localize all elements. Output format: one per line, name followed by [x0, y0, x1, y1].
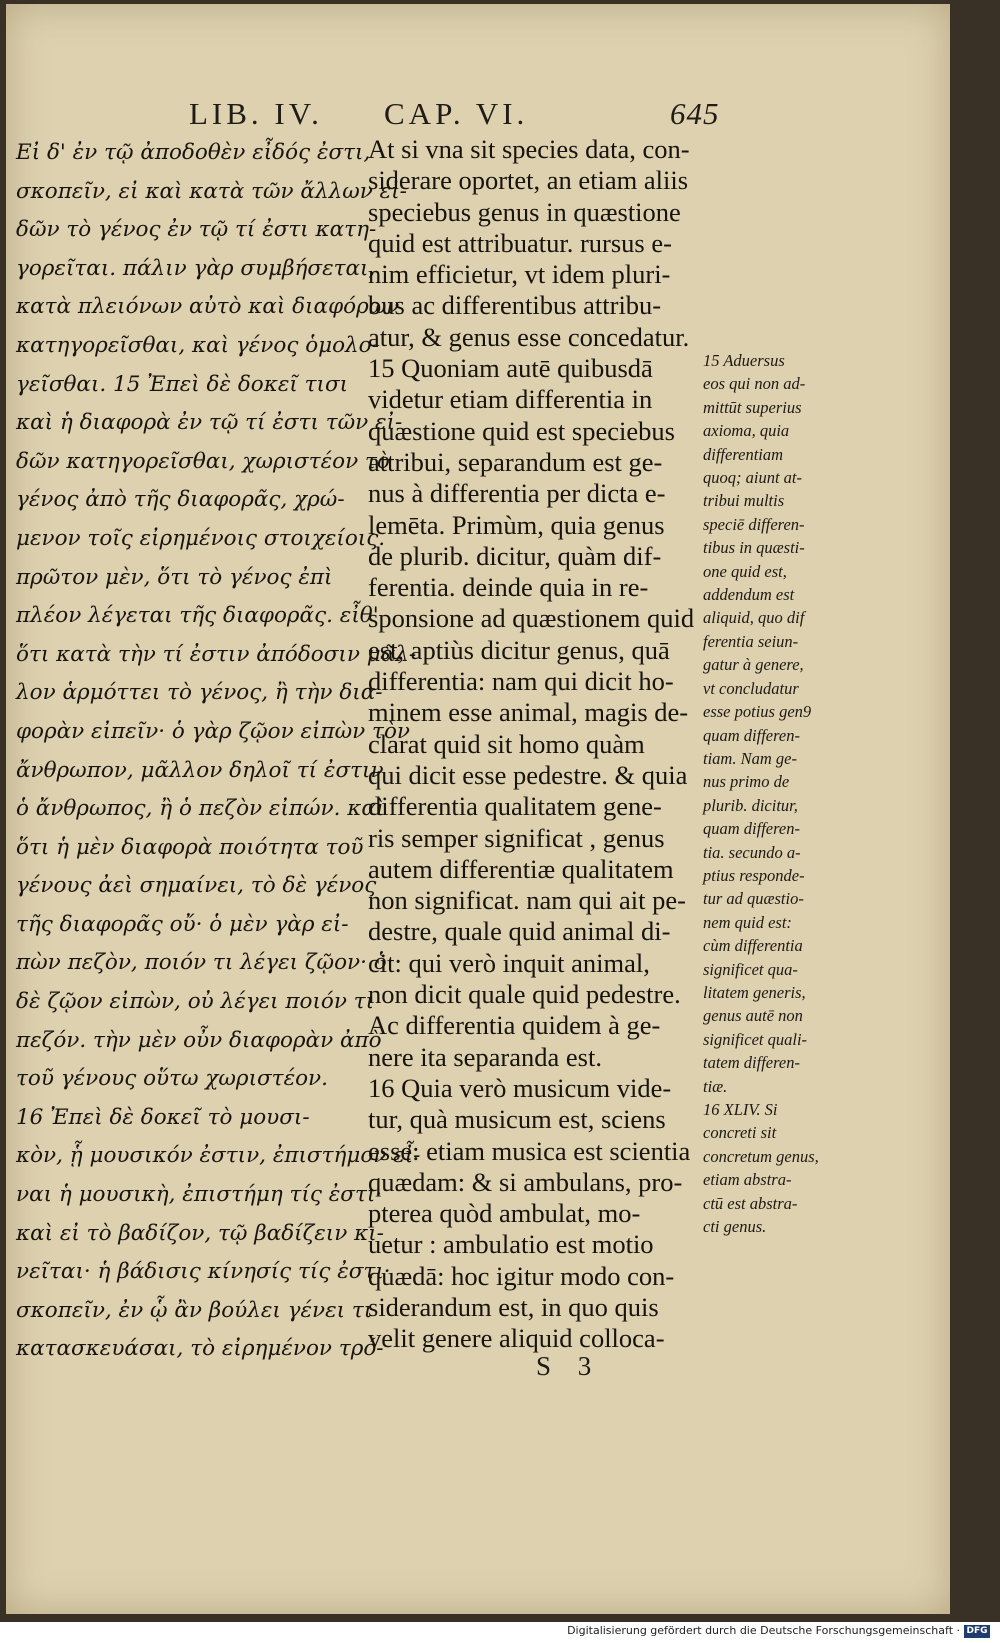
margin-note-line: significet quali- [703, 1029, 808, 1049]
funding-credit: Digitalisierung gefördert durch die Deutsche Forschungsgemeinschaft · [567, 1624, 960, 1637]
latin-text-line: cit: qui verò inquit animal, [368, 947, 650, 978]
latin-text-line: ris semper significat , genus [368, 822, 665, 853]
margin-note-line: differentiam [703, 444, 784, 464]
latin-text-line: destre, quale quid animal di- [368, 916, 671, 947]
greek-text-line: δὲ ζῷον εἰπὼν, οὐ λέγει ποιόν τι [16, 989, 375, 1015]
margin-note-line: quoq; aiunt at- [703, 468, 802, 488]
margin-note-line: nem quid est: [703, 912, 792, 932]
latin-text-line: quæstione quid est speciebus [368, 415, 675, 446]
dfg-logo: DFG [964, 1625, 990, 1638]
latin-text-line: qui dicit esse pedestre. & quia [368, 759, 688, 790]
margin-note-line: tribui multis [703, 491, 785, 511]
latin-text-line: quædam: & si ambulans, pro- [368, 1166, 683, 1197]
greek-text-line: κατὰ πλειόνων αὐτὸ καὶ διαφόρων [16, 294, 400, 320]
latin-text-line: uetur : ambulatio est motio [368, 1229, 654, 1260]
margin-note-line: gatur à genere, [703, 655, 804, 675]
latin-text-line: de plurib. dicitur, quàm dif- [368, 540, 662, 571]
margin-note-line: mittūt superius [703, 397, 802, 417]
latin-text-line: videtur etiam differentia in [368, 384, 653, 415]
margin-note-line: significet qua- [703, 959, 798, 979]
greek-text-line: γένος ἀπὸ τῆς διαφορᾶς, χρώ- [16, 487, 345, 513]
greek-text-line: γένους ἀεὶ σημαίνει, τὸ δὲ γένος [16, 873, 377, 899]
margin-note-line: tatem differen- [703, 1053, 800, 1073]
greek-text-line: νεῖται· ἡ βάδισις κίνησίς τίς ἐστι· [16, 1259, 391, 1285]
greek-text-line: σκοπεῖν, εἰ καὶ κατὰ τῶν ἄλλων εἰ- [16, 178, 407, 204]
greek-text-line: κὸν, ᾗ μουσικόν ἐστιν, ἐπιστήμον εἶ- [16, 1143, 421, 1169]
margin-note-line: quam differen- [703, 725, 800, 745]
greek-text-line: ὅτι κατὰ τὴν τί ἐστιν ἀπόδοσιν μᾶλ- [16, 641, 417, 667]
margin-note-line: tiæ. [703, 1076, 728, 1096]
latin-text-line: bus ac differentibus attribu- [368, 290, 662, 321]
latin-text-line: Ac differentia quidem à ge- [368, 1010, 661, 1041]
latin-text-line: siderare oportet, an etiam aliis [368, 165, 689, 196]
margin-note-line: tia. secundo a- [703, 842, 801, 862]
greek-text-line: καὶ ἡ διαφορὰ ἐν τῷ τί ἐστι τῶν εἰ- [16, 410, 403, 436]
margin-note-line: litatem generis, [703, 982, 806, 1002]
latin-text-line: ferentia. deinde quia in re- [368, 572, 649, 603]
greek-text-line: φορὰν εἰπεῖν· ὁ γὰρ ζῷον εἰπὼν τὸν [16, 718, 410, 744]
latin-text-line: quædā: hoc igitur modo con- [368, 1260, 675, 1291]
greek-text-line: πρῶτον μὲν, ὅτι τὸ γένος ἐπὶ [16, 564, 333, 590]
latin-text-line: 15 Quoniam autē quibusdā [368, 353, 653, 384]
greek-text-line: τοῦ γένους οὕτω χωριστέον. [16, 1066, 328, 1092]
latin-text-line: differentia: nam qui dicit ho- [368, 666, 674, 697]
greek-text-line: πὼν πεζὸν, ποιόν τι λέγει ζῷον· ὁ [16, 950, 387, 976]
book-page [6, 4, 950, 1614]
greek-text-line: 16 Ἐπεὶ δὲ δοκεῖ τὸ μουσι- [16, 1104, 310, 1130]
greek-text-line: λον ἁρμόττει τὸ γένος, ἢ τὴν δια- [16, 680, 383, 706]
greek-text-line: μενον τοῖς εἰρημένοις στοιχείοις. [16, 525, 386, 551]
greek-text-line: δῶν κατηγορεῖσθαι, χωριστέον τὸ [16, 448, 390, 474]
margin-note-line: ferentia seiun- [703, 631, 799, 651]
margin-note-line: esse potius gen9 [703, 702, 812, 722]
greek-text-line: σκοπεῖν, ἐν ᾧ ἂν βούλει γένει τι [16, 1297, 373, 1323]
latin-text-line: 16 Quia verò musicum vide- [368, 1072, 672, 1103]
running-head-chapter: CAP. VI. [384, 96, 529, 131]
latin-text-line: non significat. nam qui ait pe- [368, 885, 686, 916]
greek-text-line: δῶν τὸ γένος ἐν τῷ τί ἐστι κατη- [16, 217, 377, 243]
margin-note-line: tur ad quæstio- [703, 889, 804, 909]
margin-note-line: nus primo de [703, 772, 790, 792]
greek-text-line: καὶ εἰ τὸ βαδίζον, τῷ βαδίζειν κι- [16, 1220, 384, 1246]
latin-text-line: sponsione ad quæstionem quid [368, 603, 695, 634]
latin-text-line: lemēta. Primùm, quia genus [368, 509, 665, 540]
greek-text-line: κατηγορεῖσθαι, καὶ γένος ὁμολο- [16, 332, 379, 358]
latin-text-line: est, aptiùs dicitur genus, quā [368, 634, 670, 665]
greek-text-line: ὅτι ἡ μὲν διαφορὰ ποιότητα τοῦ [16, 834, 364, 860]
margin-note-line: genus autē non [703, 1006, 803, 1026]
digitization-footer [0, 1622, 1000, 1643]
latin-text-line: tur, quà musicum est, sciens [368, 1104, 666, 1135]
signature-mark: S 3 [536, 1351, 602, 1381]
latin-text-line: attribui, separandum est ge- [368, 446, 663, 477]
margin-note-line: addendum est [703, 585, 795, 605]
latin-text-line: differentia qualitatem gene- [368, 791, 662, 822]
running-head-book: LIB. IV. [189, 96, 323, 131]
marginal-notes [703, 349, 853, 1238]
latin-text-line: speciebus genus in quæstione [368, 196, 681, 227]
margin-note-line: tiam. Nam ge- [703, 748, 797, 768]
margin-note-line: axioma, quia [703, 421, 790, 441]
greek-text-line: πλέον λέγεται τῆς διαφορᾶς. εἶθ' [16, 603, 379, 629]
margin-note-line: ptius responde- [703, 865, 805, 885]
margin-note-line: quam differen- [703, 819, 800, 839]
latin-text-line: atur, & genus esse concedatur. [368, 321, 690, 352]
margin-note-line: 15 Aduersus [703, 351, 785, 370]
latin-text-column [368, 134, 714, 1355]
latin-text-line: nim efficietur, vt idem pluri- [368, 259, 671, 290]
margin-note-line: vt concludatur [703, 678, 799, 698]
greek-text-line: κατασκευάσαι, τὸ εἰρημένον τρό- [16, 1336, 384, 1362]
greek-text-column [16, 134, 421, 1369]
latin-text-line: nus à differentia per dicta e- [368, 478, 666, 509]
margin-note-line: eos qui non ad- [703, 374, 806, 394]
greek-text-line: ἄνθρωπον, μᾶλλον δηλοῖ τί ἐστιν [16, 757, 384, 783]
latin-text-line: pterea quòd ambulat, mo- [368, 1198, 641, 1229]
latin-text-line: velit genere aliquid colloca- [368, 1323, 665, 1354]
margin-note-line: aliquid, quo dif [703, 608, 805, 628]
latin-text-line: non dicit quale quid pedestre. [368, 979, 681, 1010]
greek-text-line: ναι ἡ μουσικὴ, ἐπιστήμη τίς ἐστι· [16, 1182, 383, 1208]
latin-text-line: quid est attribuatur. rursus e- [368, 227, 672, 258]
margin-note-line: tibus in quæsti- [703, 538, 805, 558]
greek-text-line: γεῖσθαι. 15 Ἐπεὶ δὲ δοκεῖ τισι [16, 371, 349, 397]
page-number: 645 [670, 96, 720, 131]
margin-note-line: cùm differentia [703, 936, 803, 956]
margin-note-line: cti genus. [703, 1217, 767, 1237]
margin-note-line: plurib. dicitur, [703, 795, 798, 815]
greek-text-line: ὁ ἄνθρωπος, ἢ ὁ πεζὸν εἰπών. καὶ [16, 796, 385, 822]
latin-text-line: nere ita separanda est. [368, 1041, 602, 1072]
latin-text-line: minem esse animal, magis de- [368, 697, 689, 728]
latin-text-line: siderandum est, in quo quis [368, 1291, 659, 1322]
latin-text-line: autem differentiæ qualitatem [368, 853, 674, 884]
latin-text-line: clarat quid sit homo quàm [368, 728, 645, 759]
margin-note-line: etiam abstra- [703, 1170, 792, 1190]
greek-text-line: γορεῖται. πάλιν γὰρ συμβήσεται, [16, 255, 376, 281]
margin-note-line: one quid est, [703, 561, 787, 581]
greek-text-line: πεζόν. τὴν μὲν οὖν διαφορὰν ἀπὸ [16, 1027, 382, 1053]
latin-text-line: esse: etiam musica est scientia [368, 1135, 691, 1166]
margin-note-line: speciē differen- [703, 514, 805, 534]
latin-text-line: At si vna sit species data, con- [368, 134, 690, 164]
margin-note-line: 16 XLIV. Si [703, 1100, 778, 1119]
margin-note-line: concretum genus, [703, 1146, 819, 1166]
greek-text-line: τῆς διαφορᾶς οὔ· ὁ μὲν γὰρ εἰ- [16, 911, 349, 937]
margin-note-line: concreti sit [703, 1123, 777, 1143]
margin-note-line: ctū est abstra- [703, 1193, 798, 1213]
greek-text-line: Εἰ δ' ἐν τῷ ἀποδοθὲν εἶδός ἐστι, [16, 140, 371, 165]
